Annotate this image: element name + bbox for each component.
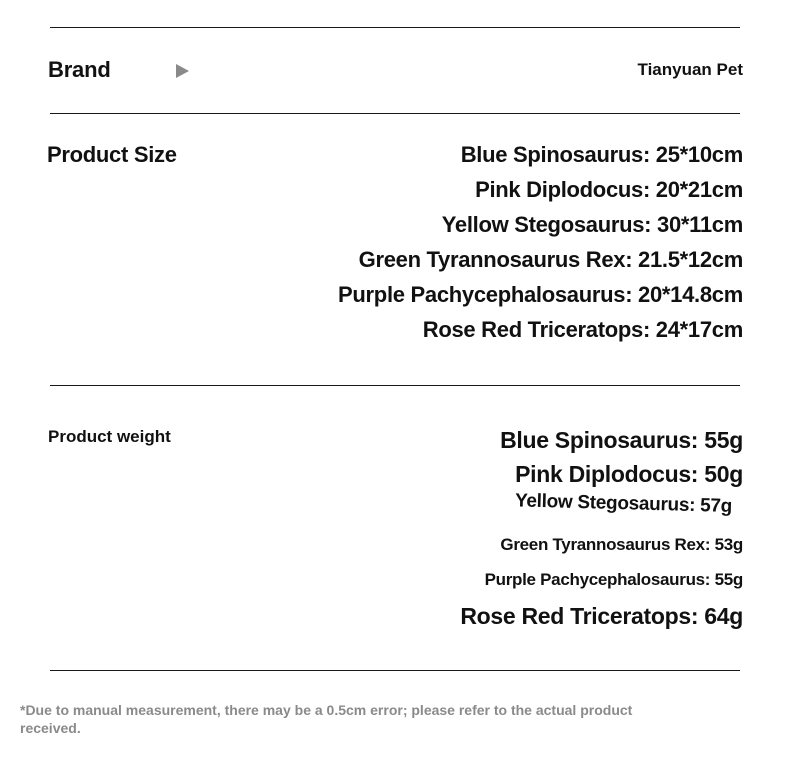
- size-item-rose-red-triceratops: Rose Red Triceratops: 24*17cm: [422, 317, 743, 342]
- play-arrow-icon: [176, 64, 189, 78]
- size-divider: [50, 385, 740, 386]
- size-item-purple-pachycephalosaurus: Purple Pachycephalosaurus: 20*14.8cm: [338, 282, 743, 307]
- weight-item-blue-spinosaurus: Blue Spinosaurus: 55g: [500, 427, 743, 453]
- weight-item-pink-diplodocus: Pink Diplodocus: 50g: [515, 461, 743, 487]
- weight-item-yellow-stegosaurus: Yellow Stegosaurus: 57g: [514, 490, 733, 517]
- size-item-blue-spinosaurus: Blue Spinosaurus: 25*10cm: [460, 142, 743, 167]
- top-divider: [50, 27, 740, 28]
- size-item-yellow-stegosaurus: Yellow Stegosaurus: 30*11cm: [441, 212, 743, 237]
- weight-item-rose-red-triceratops: Rose Red Triceratops: 64g: [460, 603, 743, 629]
- product-size-label: Product Size: [47, 142, 177, 167]
- product-size-list: [338, 140, 743, 350]
- brand-value: Tianyuan Pet: [637, 60, 743, 79]
- weight-divider: [50, 670, 740, 671]
- size-item-pink-diplodocus: Pink Diplodocus: 20*21cm: [475, 177, 743, 202]
- measurement-footnote: *Due to manual measurement, there may be a 0.5cm error; please refer to the actual product received.: [20, 702, 633, 736]
- weight-item-purple-pachycephalosaurus: Purple Pachycephalosaurus: 55g: [484, 570, 743, 589]
- brand-divider: [50, 113, 740, 114]
- product-weight-label: Product weight: [48, 427, 171, 446]
- size-item-green-tyrannosaurus-rex: Green Tyrannosaurus Rex: 21.5*12cm: [358, 247, 743, 272]
- brand-label: Brand: [48, 57, 111, 82]
- weight-item-green-tyrannosaurus-rex: Green Tyrannosaurus Rex: 53g: [500, 535, 743, 554]
